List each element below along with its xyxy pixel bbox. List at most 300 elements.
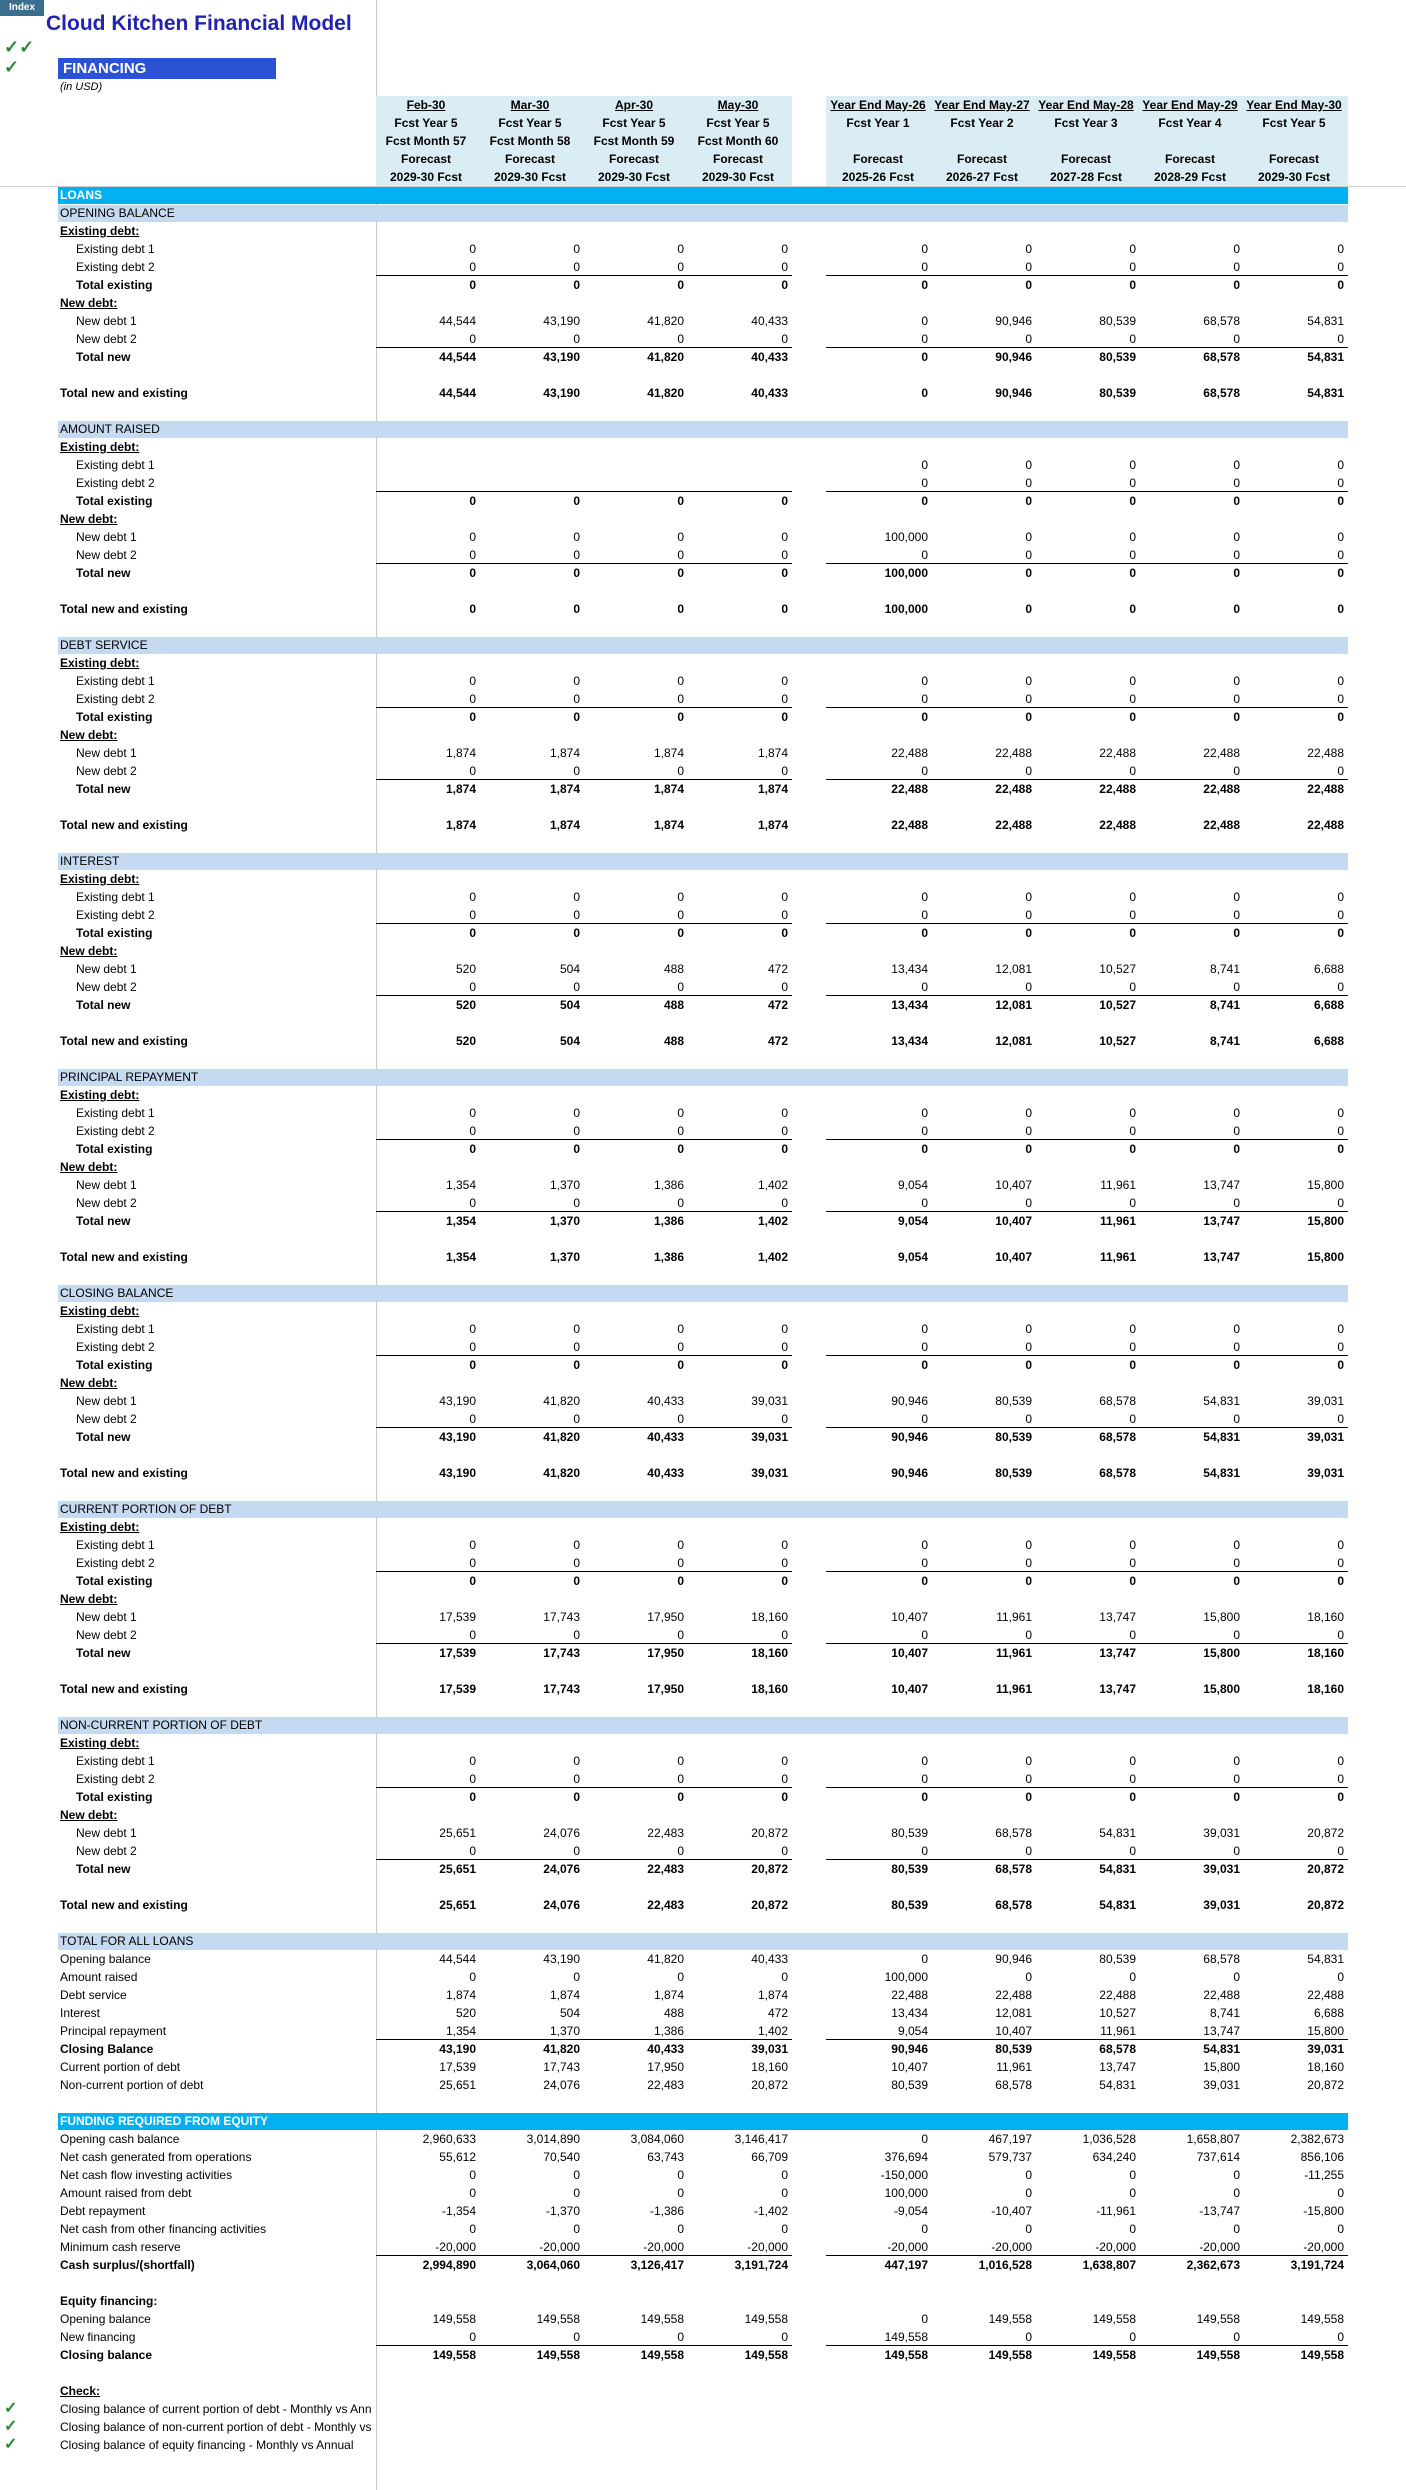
cell-value: 0 <box>1025 260 1032 274</box>
row-label: Amount raised <box>60 1970 138 1984</box>
column-fiscal-year: 2027-28 Fcst <box>1049 170 1123 184</box>
cell-value: 68,578 <box>1203 386 1240 400</box>
table-row <box>0 744 1406 762</box>
cell-value: 22,488 <box>1307 746 1344 760</box>
cell-value: 0 <box>1129 1772 1136 1786</box>
cell-value: 43,190 <box>543 386 580 400</box>
table-row <box>0 1248 1406 1266</box>
cell-value: 10,527 <box>1099 998 1136 1012</box>
table-row <box>0 1950 1406 1968</box>
cell-value: 44,544 <box>439 1952 476 1966</box>
new-debt-1-label: New debt 1 <box>76 530 137 544</box>
cell-value: 0 <box>1233 2168 1240 2182</box>
cell-value: 0 <box>781 1754 788 1768</box>
cell-value: 0 <box>1129 476 1136 490</box>
cell-value: 80,539 <box>995 1394 1032 1408</box>
existing-debt-2-label: Existing debt 2 <box>76 260 155 274</box>
check-icon: ✓ <box>4 2400 18 2417</box>
cell-value: 0 <box>573 1628 580 1642</box>
bar-title: OPENING BALANCE <box>60 206 175 220</box>
cell-value: 0 <box>921 494 928 508</box>
cell-value: 68,578 <box>995 2078 1032 2092</box>
cell-value: 0 <box>781 242 788 256</box>
column-period: Year End May-28 <box>1038 98 1134 112</box>
cell-value: 0 <box>1129 278 1136 292</box>
cell-value: 0 <box>677 764 684 778</box>
cell-value: 0 <box>1337 1340 1344 1354</box>
cell-value: 0 <box>921 548 928 562</box>
table-row <box>0 1356 1406 1374</box>
cell-value: 40,433 <box>751 1952 788 1966</box>
cell-value: 22,488 <box>1099 782 1136 796</box>
cell-value: 80,539 <box>1099 386 1136 400</box>
cell-value: 0 <box>573 1124 580 1138</box>
cell-value: 18,160 <box>1307 2060 1344 2074</box>
cell-value: 68,578 <box>1099 1394 1136 1408</box>
cell-value: 9,054 <box>897 1178 928 1192</box>
cell-value: -20,000 <box>1199 2240 1240 2254</box>
cell-value: 15,800 <box>1203 2060 1240 2074</box>
cell-value: 12,081 <box>995 2006 1032 2020</box>
cell-value: 0 <box>573 1970 580 1984</box>
cell-value: 0 <box>1129 1628 1136 1642</box>
cell-value: -20,000 <box>887 2240 928 2254</box>
cell-value: 0 <box>1025 890 1032 904</box>
cell-value: 22,488 <box>1099 746 1136 760</box>
cell-value: 0 <box>1025 764 1032 778</box>
cell-value: 0 <box>469 1556 476 1570</box>
cell-value: 0 <box>1233 1574 1240 1588</box>
table-row <box>0 546 1406 564</box>
cell-value: 40,433 <box>647 2042 684 2056</box>
cell-value: 0 <box>573 260 580 274</box>
cell-value: 0 <box>781 530 788 544</box>
cell-value: 149,558 <box>536 2348 580 2362</box>
cell-value: 488 <box>663 962 684 976</box>
cell-value: 0 <box>1025 1106 1032 1120</box>
cell-value: 54,831 <box>1099 1862 1136 1876</box>
cell-value: 18,160 <box>751 1646 788 1660</box>
cell-value: 0 <box>781 1124 788 1138</box>
cell-value: 0 <box>1129 710 1136 724</box>
cell-value: 0 <box>1025 2168 1032 2182</box>
cell-value: 0 <box>677 1790 684 1804</box>
new-debt-1-label: New debt 1 <box>76 1394 137 1408</box>
cell-value: 0 <box>1337 242 1344 256</box>
cell-value: 0 <box>677 278 684 292</box>
cell-value: 0 <box>573 2330 580 2344</box>
cell-value: 0 <box>1337 2186 1344 2200</box>
cell-value: 0 <box>573 2186 580 2200</box>
table-row <box>0 2220 1406 2238</box>
column-fiscal-year: 2029-30 Fcst <box>389 170 463 184</box>
cell-value: 0 <box>1233 548 1240 562</box>
cell-value: 472 <box>767 1034 788 1048</box>
row-label: Net cash from other financing activities <box>60 2222 267 2236</box>
cell-value: 1,874 <box>653 782 684 796</box>
column-type: Forecast <box>608 152 660 166</box>
row-label: Closing Balance <box>60 2042 154 2056</box>
table-row <box>0 1194 1406 1212</box>
cell-value: 80,539 <box>995 1430 1032 1444</box>
existing-debt-label: Existing debt: <box>60 1304 140 1318</box>
new-debt-1-label: New debt 1 <box>76 1178 137 1192</box>
existing-debt-1-label: Existing debt 1 <box>76 1538 155 1552</box>
cell-value: 18,160 <box>1307 1610 1344 1624</box>
existing-debt-2-label: Existing debt 2 <box>76 1340 155 1354</box>
column-period: Mar-30 <box>510 98 550 112</box>
cell-value: 0 <box>469 332 476 346</box>
cell-value: 100,000 <box>884 602 928 616</box>
cell-value: 0 <box>469 1322 476 1336</box>
cell-value: 0 <box>1233 1124 1240 1138</box>
cell-value: 54,831 <box>1307 386 1344 400</box>
table-row <box>0 1464 1406 1482</box>
cell-value: 22,488 <box>891 818 928 832</box>
section-header <box>58 1069 1348 1086</box>
cell-value: 0 <box>1337 566 1344 580</box>
table-row <box>0 762 1406 780</box>
cell-value: 22,488 <box>891 1988 928 2002</box>
cell-value: 0 <box>1129 1322 1136 1336</box>
cell-value: 40,433 <box>647 1430 684 1444</box>
cell-value: 80,539 <box>995 2042 1032 2056</box>
row-label: Cash surplus/(shortfall) <box>60 2258 195 2272</box>
cell-value: 0 <box>1129 764 1136 778</box>
cell-value: 0 <box>573 332 580 346</box>
table-row <box>0 1392 1406 1410</box>
cell-value: 0 <box>469 1574 476 1588</box>
cell-value: 0 <box>677 908 684 922</box>
cell-value: 11,961 <box>1099 1250 1136 1264</box>
cell-value: 0 <box>781 1628 788 1642</box>
cell-value: 0 <box>573 1754 580 1768</box>
existing-debt-1-label: Existing debt 1 <box>76 674 155 688</box>
cell-value: 25,651 <box>439 1826 476 1840</box>
existing-debt-2-label: Existing debt 2 <box>76 692 155 706</box>
cell-value: 0 <box>1337 548 1344 562</box>
table-row <box>0 2346 1406 2364</box>
table-row <box>0 1140 1406 1158</box>
cell-value: 0 <box>1337 602 1344 616</box>
table-row <box>0 672 1406 690</box>
existing-debt-2-label: Existing debt 2 <box>76 1772 155 1786</box>
table-row <box>0 888 1406 906</box>
cell-value: 17,950 <box>647 1646 684 1660</box>
cell-value: 0 <box>1025 602 1032 616</box>
cell-value: 13,747 <box>1203 1178 1240 1192</box>
cell-value: 488 <box>663 2006 684 2020</box>
index-tab[interactable]: Index <box>0 0 44 16</box>
cell-value: 0 <box>1233 602 1240 616</box>
cell-value: 0 <box>1025 242 1032 256</box>
cell-value: 0 <box>1025 1754 1032 1768</box>
column-period: Year End May-30 <box>1246 98 1342 112</box>
table-row <box>0 1608 1406 1626</box>
cell-value: 1,402 <box>757 1214 788 1228</box>
cell-value: 0 <box>1129 1844 1136 1858</box>
bar-title: CLOSING BALANCE <box>60 1286 174 1300</box>
cell-value: 0 <box>921 674 928 688</box>
cell-value: 3,126,417 <box>630 2258 684 2272</box>
cell-value: 0 <box>573 1790 580 1804</box>
column-type: Forecast <box>400 152 452 166</box>
cell-value: 0 <box>921 278 928 292</box>
cell-value: 22,483 <box>647 1862 684 1876</box>
column-year: Fcst Year 5 <box>706 116 770 130</box>
cell-value: 0 <box>573 242 580 256</box>
table-row <box>0 1554 1406 1572</box>
cell-value: 17,539 <box>439 1682 476 1696</box>
cell-value: 1,386 <box>653 1250 684 1264</box>
cell-value: 43,190 <box>439 1430 476 1444</box>
table-row <box>0 1536 1406 1554</box>
cell-value: 0 <box>1337 476 1344 490</box>
cell-value: 20,872 <box>751 2078 788 2092</box>
cell-value: 520 <box>455 962 476 976</box>
cell-value: 1,370 <box>549 1178 580 1192</box>
column-fiscal-year: 2026-27 Fcst <box>945 170 1019 184</box>
cell-value: 80,539 <box>891 1862 928 1876</box>
new-debt-label: New debt: <box>60 1376 118 1390</box>
cell-value: 0 <box>1337 1628 1344 1642</box>
table-row <box>0 510 1406 528</box>
cell-value: 0 <box>1233 1628 1240 1642</box>
cell-value: 0 <box>781 980 788 994</box>
cell-value: 0 <box>1025 1124 1032 1138</box>
table-row <box>0 1644 1406 1662</box>
column-type: Forecast <box>956 152 1008 166</box>
column-period: Year End May-29 <box>1142 98 1238 112</box>
cell-value: 10,407 <box>995 2024 1032 2038</box>
cell-value: 22,488 <box>1203 1988 1240 2002</box>
bar-title: NON-CURRENT PORTION OF DEBT <box>60 1718 263 1732</box>
cell-value: 520 <box>455 998 476 1012</box>
cell-value: 41,820 <box>543 1430 580 1444</box>
table-row <box>0 1212 1406 1230</box>
cell-value: 0 <box>1025 1628 1032 1642</box>
cell-value: 90,946 <box>995 386 1032 400</box>
cell-value: 0 <box>1233 710 1240 724</box>
cell-value: 8,741 <box>1209 962 1240 976</box>
cell-value: 0 <box>1129 242 1136 256</box>
cell-value: 472 <box>767 2006 788 2020</box>
cell-value: 0 <box>1129 2168 1136 2182</box>
table-row <box>0 1086 1406 1104</box>
total-existing-label: Total existing <box>76 1358 153 1372</box>
table-row <box>0 2310 1406 2328</box>
table-row <box>0 2004 1406 2022</box>
cell-value: 0 <box>469 908 476 922</box>
cell-value: 22,488 <box>1307 1988 1344 2002</box>
cell-value: 0 <box>677 1772 684 1786</box>
cell-value: 66,709 <box>751 2150 788 2164</box>
total-new-label: Total new <box>76 998 131 1012</box>
existing-debt-2-label: Existing debt 2 <box>76 476 155 490</box>
cell-value: 0 <box>1337 1124 1344 1138</box>
new-debt-label: New debt: <box>60 1592 118 1606</box>
cell-value: 0 <box>781 494 788 508</box>
row-label: Net cash generated from operations <box>60 2150 252 2164</box>
cell-value: 149,558 <box>1092 2348 1136 2362</box>
cell-value: 0 <box>1025 908 1032 922</box>
cell-value: 0 <box>921 1124 928 1138</box>
row-label: Amount raised from debt <box>60 2186 192 2200</box>
cell-value: 0 <box>677 674 684 688</box>
table-row <box>0 1806 1406 1824</box>
cell-value: 0 <box>1025 692 1032 706</box>
cell-value: 0 <box>1233 1340 1240 1354</box>
table-row <box>0 1518 1406 1536</box>
cell-value: 90,946 <box>891 2042 928 2056</box>
cell-value: 0 <box>677 2186 684 2200</box>
cell-value: 0 <box>781 1196 788 1210</box>
column-period: May-30 <box>717 98 759 112</box>
cell-value: 9,054 <box>897 2024 928 2038</box>
table-row <box>0 2022 1406 2040</box>
cell-value: 0 <box>573 2168 580 2182</box>
column-year: Fcst Year 1 <box>846 116 910 130</box>
table-row <box>0 276 1406 294</box>
cell-value: 0 <box>1337 710 1344 724</box>
cell-value: 0 <box>469 890 476 904</box>
cell-value: 0 <box>573 890 580 904</box>
cell-value: 0 <box>921 1412 928 1426</box>
cell-value: 0 <box>1233 1970 1240 1984</box>
cell-value: 0 <box>469 1106 476 1120</box>
cell-value: 0 <box>573 926 580 940</box>
cell-value: 39,031 <box>751 1430 788 1444</box>
cell-value: 0 <box>921 1196 928 1210</box>
cell-value: 0 <box>573 674 580 688</box>
new-debt-label: New debt: <box>60 944 118 958</box>
cell-value: 15,800 <box>1307 2024 1344 2038</box>
cell-value: 0 <box>469 2186 476 2200</box>
cell-value: 0 <box>1025 2186 1032 2200</box>
column-fiscal-year: 2029-30 Fcst <box>493 170 567 184</box>
cell-value: 15,800 <box>1307 1250 1344 1264</box>
cell-value: 18,160 <box>751 2060 788 2074</box>
existing-debt-label: Existing debt: <box>60 656 140 670</box>
total-new-and-existing-label: Total new and existing <box>60 602 188 616</box>
cell-value: 0 <box>1129 566 1136 580</box>
cell-value: 0 <box>677 1142 684 1156</box>
cell-value: 0 <box>677 2222 684 2236</box>
cell-value: 22,488 <box>1307 818 1344 832</box>
cell-value: 9,054 <box>897 1214 928 1228</box>
check-icon: ✓ <box>4 57 20 77</box>
cell-value: 20,872 <box>1307 1898 1344 1912</box>
section-header <box>58 2113 1348 2130</box>
cell-value: 24,076 <box>543 1862 580 1876</box>
cell-value: 0 <box>781 566 788 580</box>
cell-value: 0 <box>781 1790 788 1804</box>
cell-value: 90,946 <box>995 350 1032 364</box>
cell-value: 149,558 <box>884 2330 928 2344</box>
cell-value: 0 <box>1129 1142 1136 1156</box>
cell-value: 20,872 <box>751 1826 788 1840</box>
cell-value: 149,558 <box>988 2348 1032 2362</box>
bar-title: DEBT SERVICE <box>60 638 148 652</box>
table-row <box>0 960 1406 978</box>
cell-value: 149,558 <box>640 2312 684 2326</box>
column-year: Fcst Year 4 <box>1158 116 1222 130</box>
cell-value: 1,354 <box>445 1178 476 1192</box>
cell-value: 1,874 <box>653 1988 684 2002</box>
cell-value: 0 <box>1337 1970 1344 1984</box>
row-label: Opening balance <box>60 2312 151 2326</box>
cell-value: 0 <box>677 1538 684 1552</box>
cell-value: 54,831 <box>1307 350 1344 364</box>
cell-value: 24,076 <box>543 2078 580 2092</box>
cell-value: 39,031 <box>1307 1430 1344 1444</box>
section-header <box>58 853 1348 870</box>
new-debt-2-label: New debt 2 <box>76 1844 137 1858</box>
cell-value: 0 <box>1129 332 1136 346</box>
cell-value: 0 <box>1233 278 1240 292</box>
column-year: Fcst Year 2 <box>950 116 1014 130</box>
cell-value: 22,488 <box>891 746 928 760</box>
cell-value: 1,386 <box>653 1214 684 1228</box>
table-row <box>0 1302 1406 1320</box>
cell-value: 0 <box>1129 1124 1136 1138</box>
cell-value: 0 <box>1337 1196 1344 1210</box>
cell-value: 0 <box>1337 2222 1344 2236</box>
cell-value: 0 <box>1233 530 1240 544</box>
cell-value: 0 <box>469 1142 476 1156</box>
cell-value: 54,831 <box>1203 2042 1240 2056</box>
cell-value: 100,000 <box>884 1970 928 1984</box>
cell-value: 0 <box>1337 1322 1344 1336</box>
cell-value: 0 <box>573 530 580 544</box>
cell-value: 1,874 <box>445 746 476 760</box>
check-item-label: Closing balance of non-current portion of debt - Monthly vs <box>60 2420 372 2434</box>
cell-value: 0 <box>677 710 684 724</box>
cell-value: 634,240 <box>1092 2150 1136 2164</box>
cell-value: 0 <box>1337 890 1344 904</box>
cell-value: 0 <box>573 1772 580 1786</box>
cell-value: 0 <box>1025 332 1032 346</box>
row-label: Closing balance <box>60 2348 153 2362</box>
cell-value: 0 <box>1129 890 1136 904</box>
cell-value: 15,800 <box>1307 1214 1344 1228</box>
new-debt-1-label: New debt 1 <box>76 314 137 328</box>
cell-value: 0 <box>469 1772 476 1786</box>
cell-value: 0 <box>1337 458 1344 472</box>
new-debt-2-label: New debt 2 <box>76 764 137 778</box>
cell-value: 0 <box>1025 476 1032 490</box>
cell-value: -20,000 <box>747 2240 788 2254</box>
cell-value: 0 <box>781 1772 788 1786</box>
table-row <box>0 1320 1406 1338</box>
cell-value: 0 <box>1129 2186 1136 2200</box>
row-label: Interest <box>60 2006 101 2020</box>
cell-value: 1,402 <box>757 1178 788 1192</box>
existing-debt-1-label: Existing debt 1 <box>76 1106 155 1120</box>
cell-value: 0 <box>573 710 580 724</box>
cell-value: 0 <box>1129 1970 1136 1984</box>
cell-value: 54,831 <box>1307 1952 1344 1966</box>
cell-value: 504 <box>559 2006 580 2020</box>
existing-debt-2-label: Existing debt 2 <box>76 1124 155 1138</box>
table-row <box>0 2256 1406 2274</box>
cell-value: 0 <box>677 890 684 904</box>
cell-value: 1,354 <box>445 1214 476 1228</box>
cell-value: 0 <box>1025 494 1032 508</box>
cell-value: 0 <box>677 1358 684 1372</box>
cell-value: 90,946 <box>891 1394 928 1408</box>
cell-value: 0 <box>677 1340 684 1354</box>
